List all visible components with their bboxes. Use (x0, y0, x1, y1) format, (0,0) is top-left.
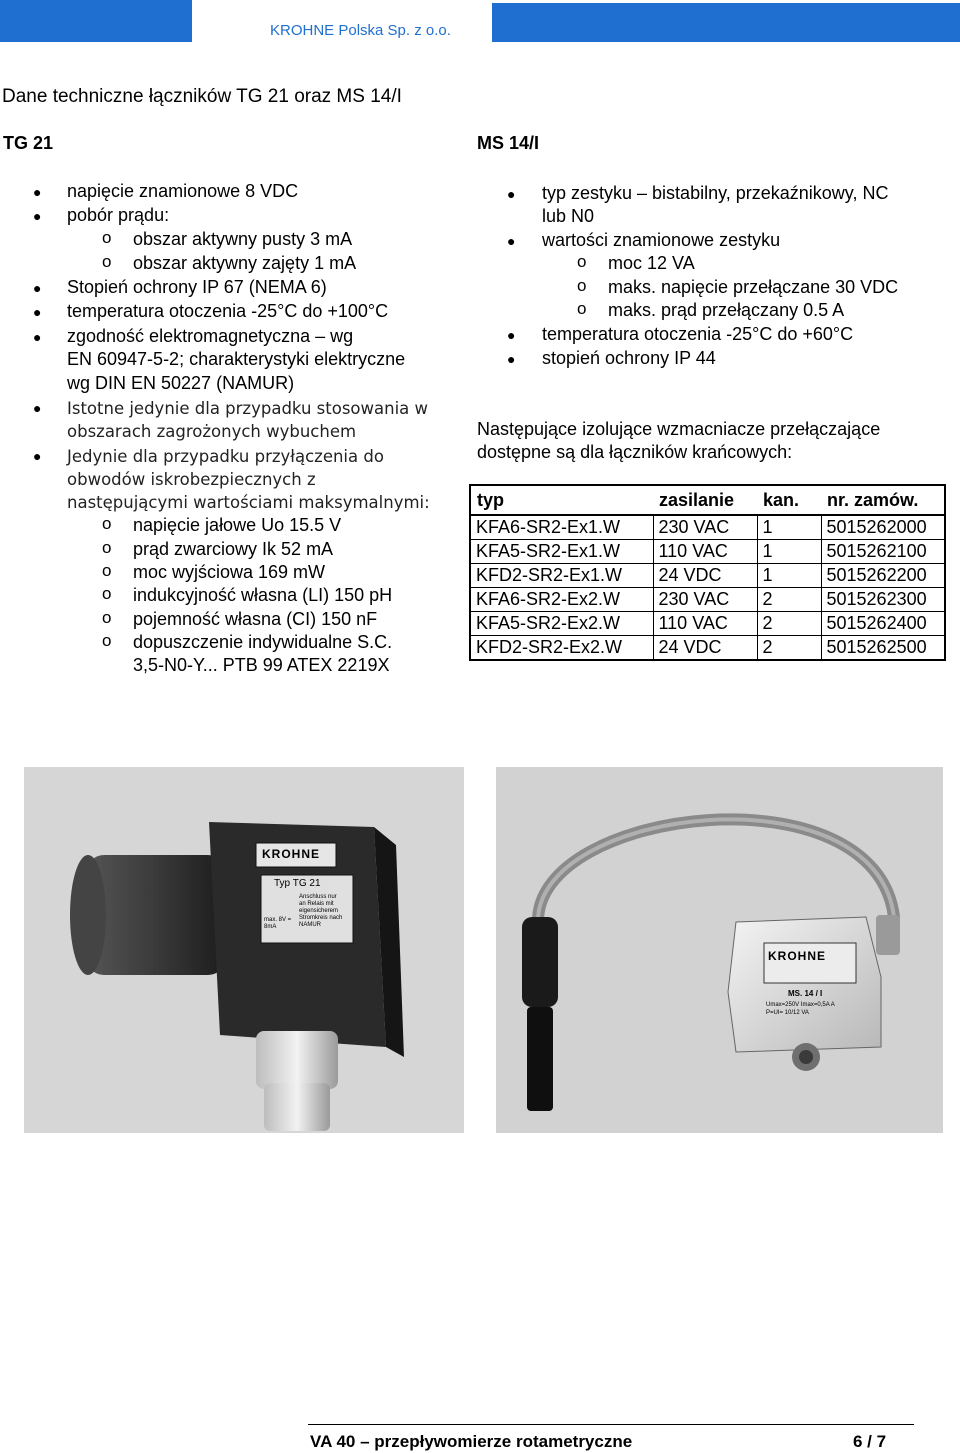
table-row (470, 588, 945, 612)
table-cell: 5015262100 (821, 540, 945, 564)
bullet-icon: ● (33, 280, 42, 296)
list-item: napięcie znamionowe 8 VDC (67, 181, 299, 201)
ms14-brand-label: KROHNE (768, 949, 827, 963)
table-cell: 2 (757, 636, 821, 661)
table-cell: KFD2-SR2-Ex2.W (470, 636, 653, 661)
list-item: moc 12 VA (608, 253, 695, 273)
table-cell: 110 VAC (653, 612, 757, 636)
tg21-photo (24, 767, 464, 1133)
table-row (470, 540, 945, 564)
column-header: typ (477, 489, 504, 510)
table-row (470, 515, 945, 540)
bullet-icon: ● (33, 184, 42, 200)
list-item: maks. napięcie przełączane 30 VDC (608, 277, 899, 297)
ms14-rating-line: Umax=250V Imax=0,5A A (766, 1002, 835, 1008)
table-row (470, 636, 945, 661)
ms14-model-label: MS. 14 / I (788, 989, 823, 998)
ms14-rating-label (766, 1001, 835, 1017)
list-item: obszar aktywny pusty 3 mA (133, 229, 353, 249)
circle-bullet-icon: o (102, 608, 112, 627)
table-row (470, 564, 945, 588)
bullet-icon: ● (33, 329, 42, 345)
circle-bullet-icon: o (102, 584, 112, 603)
circle-bullet-icon: o (102, 252, 112, 271)
column-header: zasilanie (659, 489, 735, 510)
list-item: maks. prąd przełączany 0.5 A (608, 300, 845, 320)
table-cell: 5015262300 (821, 588, 945, 612)
list-item: EN 60947-5-2; charakterystyki elektryczne (67, 349, 406, 369)
tg21-device-illustration (24, 767, 464, 1133)
table-cell: 5015262400 (821, 612, 945, 636)
tg21-heading: TG 21 (3, 133, 54, 153)
ms14-rating-line: P=UI= 10/12 VA (766, 1010, 809, 1016)
tg21-warning-line: eigensicherem (299, 908, 339, 914)
tg21-brand-label: KROHNE (262, 847, 321, 861)
document-title: Dane techniczne łączników TG 21 oraz MS 14/I (2, 86, 402, 107)
table-cell: KFA6-SR2-Ex2.W (470, 588, 653, 612)
circle-bullet-icon: o (102, 514, 112, 533)
table-cell: 1 (757, 515, 821, 540)
bullet-icon: ● (33, 208, 42, 224)
table-cell: 2 (757, 612, 821, 636)
list-item: Jedynie dla przypadku przyłączenia do (67, 447, 384, 466)
table-cell: 230 VAC (653, 588, 757, 612)
table-cell: 24 VDC (653, 564, 757, 588)
table-cell: 5015262000 (821, 515, 945, 540)
tg21-warning-line: an Relais mit (299, 901, 334, 907)
table-cell: 2 (757, 588, 821, 612)
circle-bullet-icon: o (102, 228, 112, 247)
table-cell: KFA6-SR2-Ex1.W (470, 515, 653, 540)
table-row (470, 612, 945, 636)
table-cell: 5015262500 (821, 636, 945, 661)
table-cell: KFD2-SR2-Ex1.W (470, 564, 653, 588)
amplifier-note-line2: dostępne są dla łączników krańcowych: (477, 442, 793, 462)
tg21-warning-line: NAMUR (299, 922, 321, 928)
column-header: nr. zamów. (827, 489, 919, 510)
amplifier-table (469, 484, 946, 661)
table-cell: 1 (757, 564, 821, 588)
list-item: indukcyjność własna (LI) 150 pH (133, 585, 393, 605)
list-item: dopuszczenie indywidualne S.C. (133, 632, 393, 652)
list-item: obszar aktywny zajęty 1 mA (133, 253, 357, 273)
list-item: stopień ochrony IP 44 (542, 348, 716, 368)
table-cell: 1 (757, 540, 821, 564)
company-name: KROHNE Polska Sp. z o.o. (270, 22, 451, 39)
list-item: temperatura otoczenia -25°C do +60°C (542, 324, 854, 344)
circle-bullet-icon: o (102, 561, 112, 580)
tg21-model-label: Typ TG 21 (274, 878, 321, 889)
tg21-rating-line: max. 8V = (264, 917, 292, 923)
list-item: prąd zwarciowy Ik 52 mA (133, 539, 334, 559)
circle-bullet-icon: o (102, 631, 112, 650)
tg21-warning-line: Stromkreis nach (299, 915, 343, 921)
tg21-warning-line: Anschluss nur (299, 894, 337, 900)
table-header-row (470, 485, 945, 515)
bullet-icon: ● (507, 186, 516, 202)
bullet-icon: ● (507, 233, 516, 249)
list-item: Istotne jedynie dla przypadku stosowania w (67, 399, 429, 418)
page-number: 6 / 7 (853, 1432, 887, 1451)
list-item: moc wyjściowa 169 mW (133, 562, 326, 582)
footer-divider (308, 1424, 914, 1425)
header-bar-left (0, 0, 192, 42)
list-item: następującymi wartościami maksymalnymi: (67, 493, 430, 512)
table-cell: 110 VAC (653, 540, 757, 564)
list-item: zgodność elektromagnetyczna – wg (67, 326, 354, 346)
circle-bullet-icon: o (102, 538, 112, 557)
list-item: napięcie jałowe Uo 15.5 V (133, 515, 342, 535)
list-item: wartości znamionowe zestyku (542, 230, 781, 250)
circle-bullet-icon: o (577, 276, 587, 295)
table-cell: 5015262200 (821, 564, 945, 588)
list-item: 3,5-N0-Y... PTB 99 ATEX 2219X (133, 655, 390, 675)
circle-bullet-icon: o (577, 299, 587, 318)
bullet-icon: ● (33, 400, 42, 416)
list-item: Stopień ochrony IP 67 (NEMA 6) (67, 277, 327, 297)
circle-bullet-icon: o (577, 252, 587, 271)
bullet-icon: ● (33, 304, 42, 320)
list-item: obszarach zagrożonych wybuchem (67, 422, 357, 441)
table-cell: KFA5-SR2-Ex2.W (470, 612, 653, 636)
bullet-icon: ● (507, 351, 516, 367)
tg21-rating-line: 8mA (264, 924, 277, 930)
list-item: obwodów iskrobezpiecznych z (67, 470, 316, 489)
bullet-icon: ● (33, 448, 42, 464)
column-header: kan. (763, 489, 800, 510)
list-item: pojemność własna (CI) 150 nF (133, 609, 378, 629)
list-item: temperatura otoczenia -25°C do +100°C (67, 301, 389, 321)
table-cell: 230 VAC (653, 515, 757, 540)
ms14-heading: MS 14/I (477, 133, 540, 153)
table-cell: 24 VDC (653, 636, 757, 661)
list-item: lub N0 (542, 206, 595, 226)
footer-title: VA 40 – przepływomierze rotametryczne (310, 1432, 633, 1451)
ms14-device-illustration (496, 767, 943, 1133)
list-item: typ zestyku – bistabilny, przekaźnikowy, NC (542, 183, 889, 203)
bullet-icon: ● (507, 327, 516, 343)
tg21-rating-label (264, 917, 291, 931)
list-item: wg DIN EN 50227 (NAMUR) (67, 373, 295, 393)
ms14-photo (496, 767, 943, 1133)
table-cell: KFA5-SR2-Ex1.W (470, 540, 653, 564)
tg21-warning-label (299, 894, 342, 929)
amplifier-note-line1: Następujące izolujące wzmacniacze przełączające (477, 419, 881, 439)
list-item: pobór prądu: (67, 205, 170, 225)
